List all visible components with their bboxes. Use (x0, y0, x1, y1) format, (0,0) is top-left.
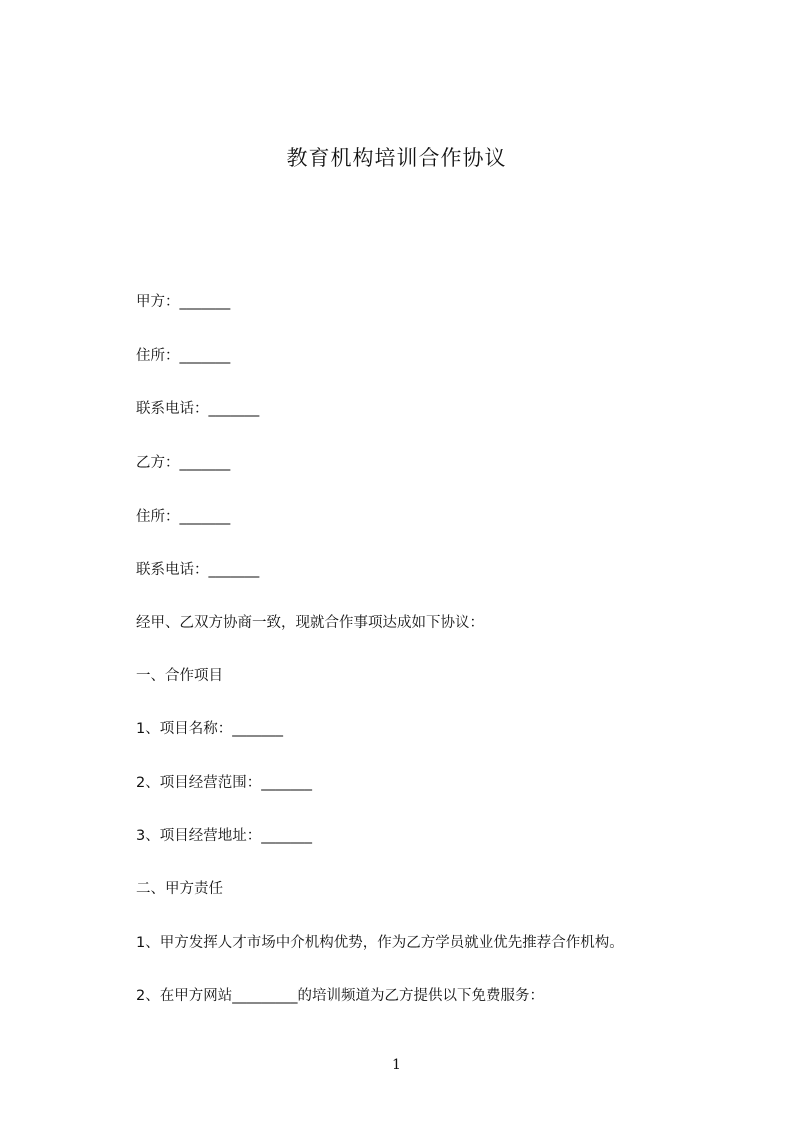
party-b-phone-line: 联系电话：_______ (136, 562, 260, 578)
party-b-address-line: 住所：_______ (136, 509, 231, 525)
section-heading-cooperation-project: 一、合作项目 (136, 668, 223, 684)
section-heading-party-a-responsibility: 二、甲方责任 (136, 881, 223, 897)
party-b-line: 乙方：_______ (136, 455, 231, 471)
party-a-phone-line: 联系电话：_______ (136, 401, 260, 417)
project-name-line: 1、项目名称：_______ (136, 721, 283, 737)
party-a-line: 甲方：_______ (136, 294, 231, 310)
responsibility-item-2: 2、在甲方网站_________的培训频道为乙方提供以下免费服务： (136, 988, 544, 1004)
document-title: 教育机构培训合作协议 (286, 146, 507, 170)
party-a-address-line: 住所：_______ (136, 348, 231, 364)
project-address-line: 3、项目经营地址：_______ (136, 828, 312, 844)
agreement-intro-line: 经甲、乙双方协商一致，现就合作事项达成如下协议： (136, 615, 484, 631)
page-number: 1 (392, 1057, 401, 1073)
responsibility-item-1: 1、甲方发挥人才市场中介机构优势，作为乙方学员就业优先推荐合作机构。 (136, 935, 624, 951)
project-scope-line: 2、项目经营范围：_______ (136, 775, 312, 791)
